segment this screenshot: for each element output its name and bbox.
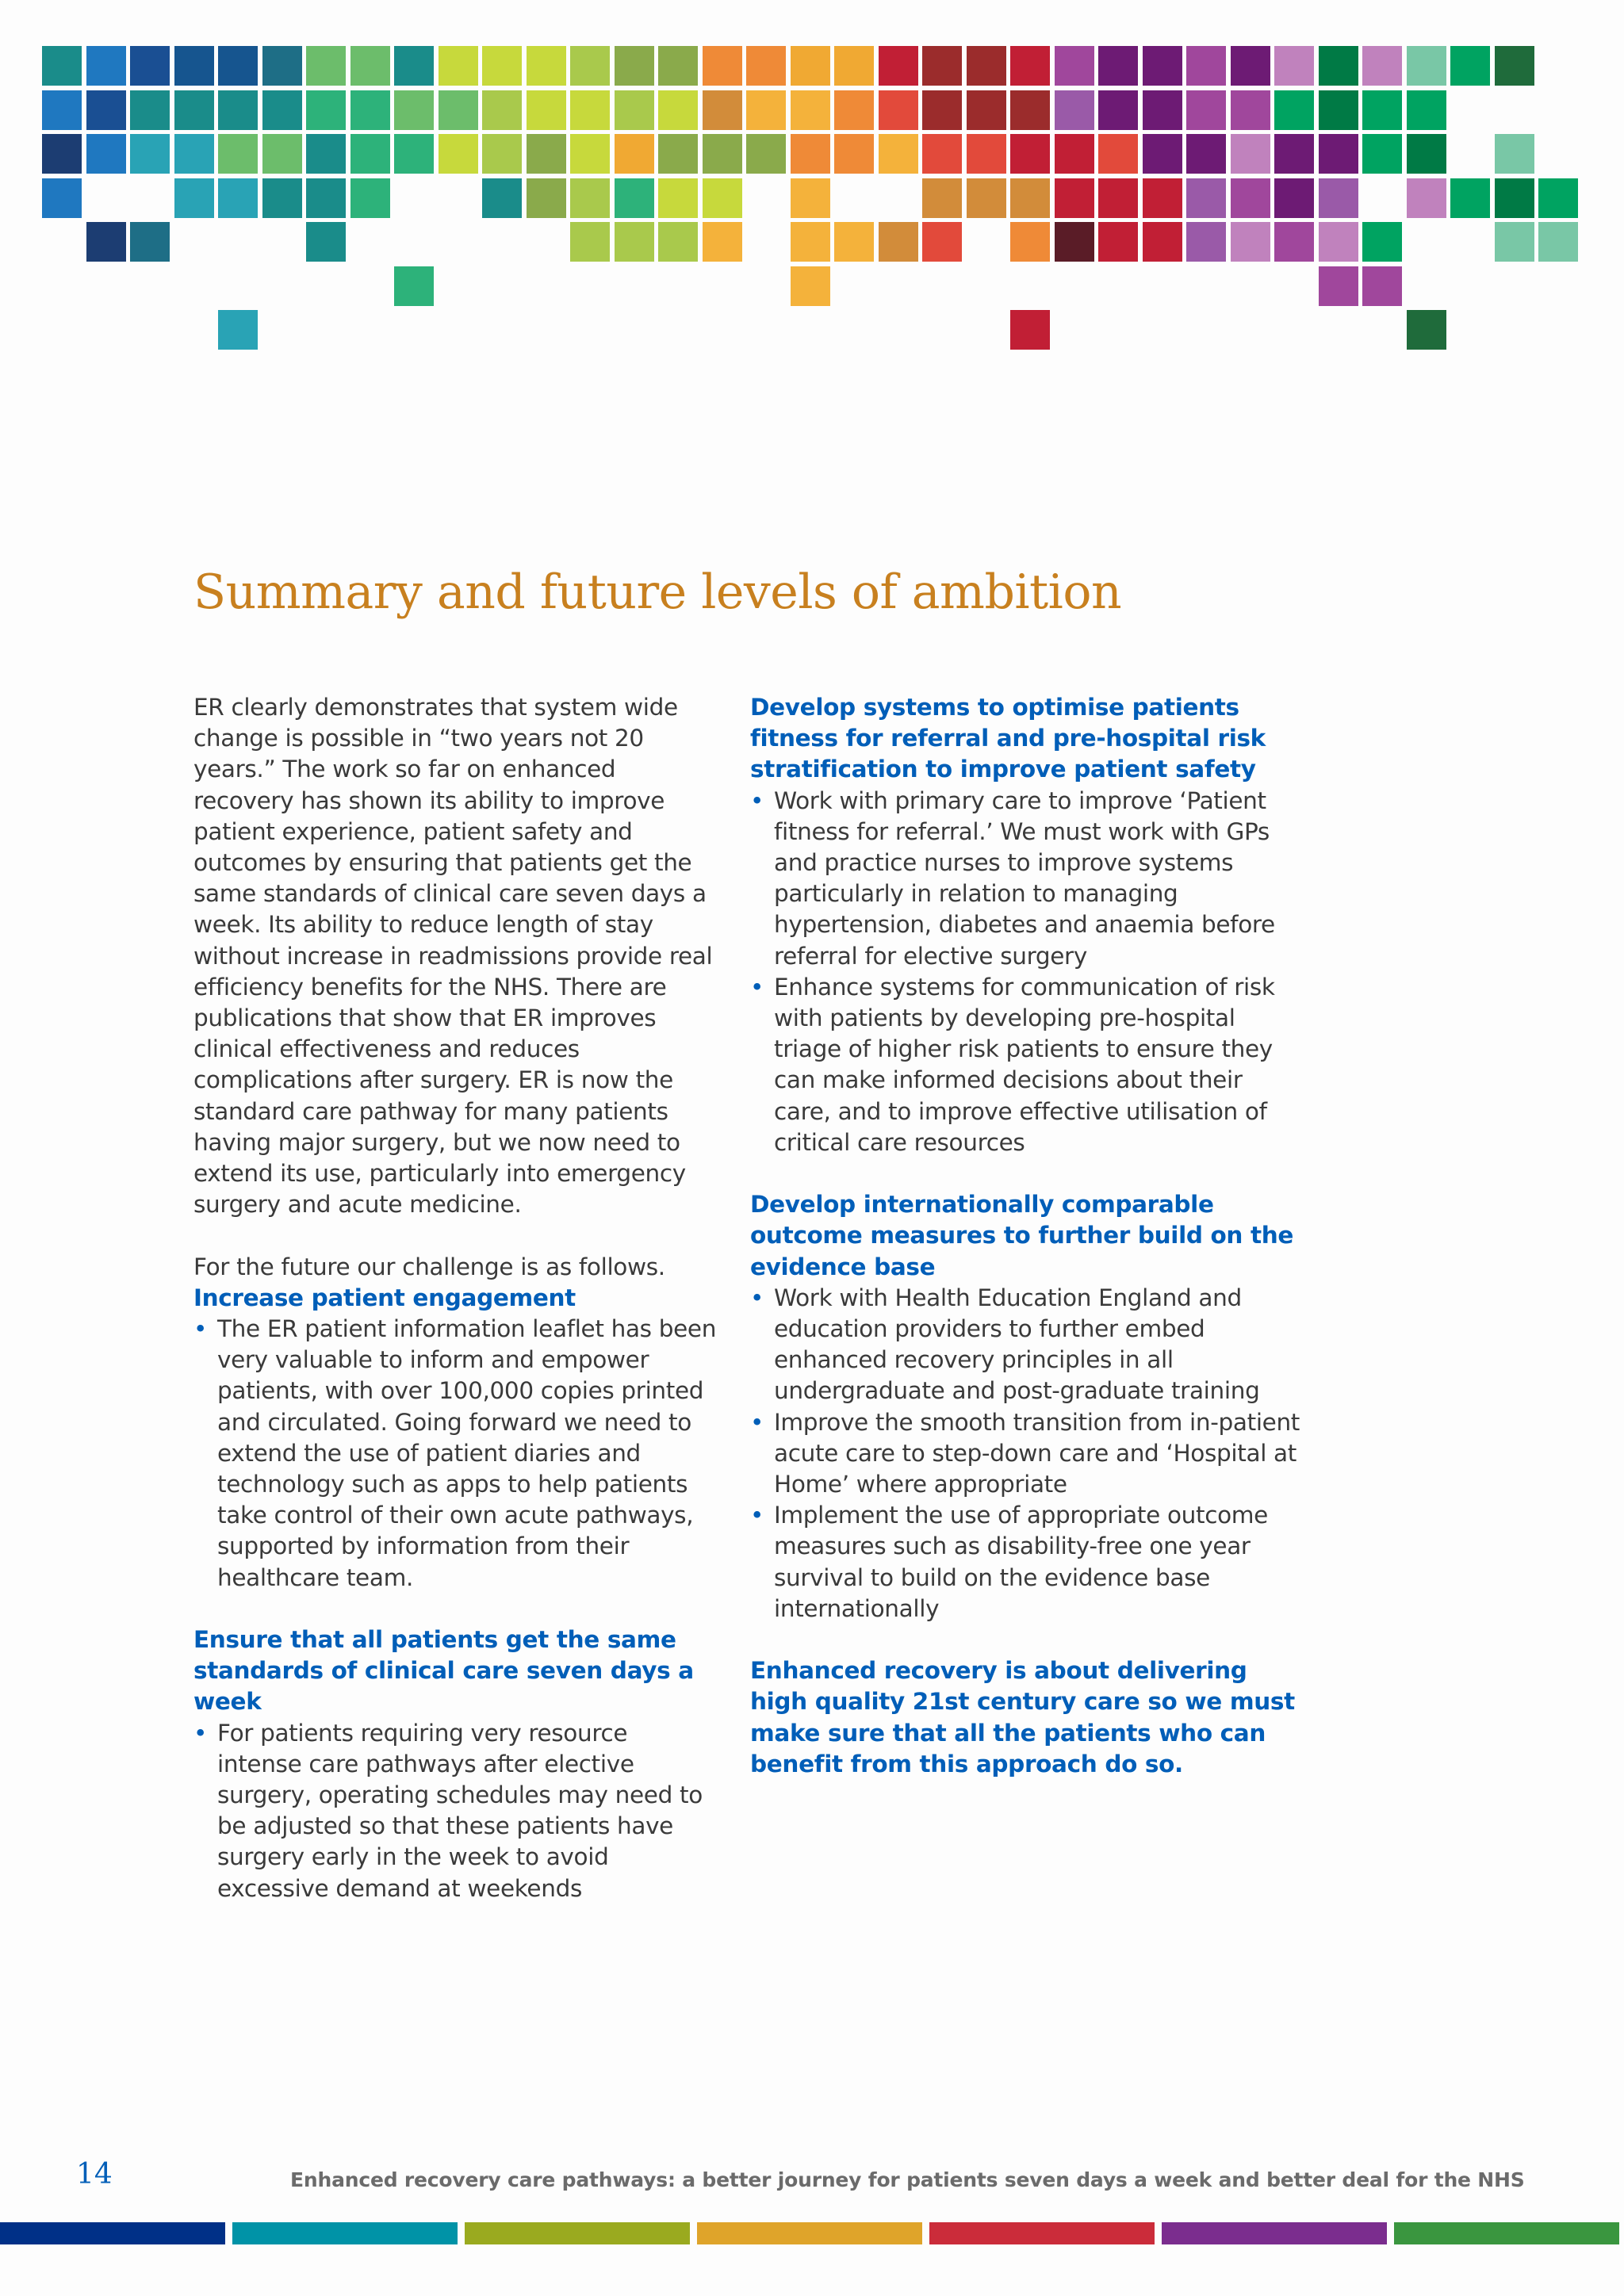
mosaic-tile	[967, 90, 1006, 130]
mosaic-tile	[570, 134, 610, 174]
mosaic-tile	[174, 178, 214, 218]
mosaic-tile	[262, 178, 302, 218]
mosaic-tile	[1231, 46, 1270, 86]
section-heading-patient-engagement: Increase patient engagement	[193, 1284, 576, 1311]
mosaic-tile	[658, 90, 698, 130]
mosaic-tile	[86, 222, 126, 262]
mosaic-tile	[967, 178, 1006, 218]
mosaic-tile	[350, 134, 390, 174]
mosaic-tile	[1274, 90, 1314, 130]
mosaic-tile	[703, 134, 742, 174]
bullet-item	[750, 1500, 1305, 1624]
mosaic-tile	[1274, 178, 1314, 218]
mosaic-tile	[1010, 222, 1050, 262]
challenge-line: For the future our challenge is as follows.	[193, 1253, 665, 1280]
mosaic-tile	[527, 90, 566, 130]
mosaic-tile	[262, 134, 302, 174]
mosaic-tile	[218, 310, 258, 350]
intro-paragraph: ER clearly demonstrates that system wide change is possible in “two years not 20 years.” The work so far on enhanced recovery has shown its ability to improve patient experience, patient safety and outcomes by ensuring that patients get the same standards of clinical care seven days a week. Its ability to reduce length of stay without increase in readmissions provide real efficiency benefits for the NHS. There are publications that show that ER improves clinical effectiveness and reduces complications after surgery. ER is now the standard care pathway for many patients having major surgery, but we now need to extend its use, particularly into emergency surgery and acute medicine.	[193, 694, 713, 1219]
mosaic-tile	[42, 46, 82, 86]
mosaic-tile	[306, 46, 346, 86]
mosaic-tile	[1231, 178, 1270, 218]
mosaic-tile	[1538, 222, 1578, 262]
mosaic-tile	[1098, 134, 1138, 174]
mosaic-tile	[834, 46, 874, 86]
mosaic-tile	[1098, 46, 1138, 86]
mosaic-tile	[1362, 90, 1402, 130]
mosaic-tile	[658, 222, 698, 262]
page-title: Summary and future levels of ambition	[193, 564, 1122, 620]
mosaic-tile	[1186, 90, 1226, 130]
mosaic-tile	[791, 46, 830, 86]
mosaic-tile	[791, 134, 830, 174]
mosaic-tile	[1495, 222, 1534, 262]
mosaic-tile	[306, 90, 346, 130]
mosaic-tile	[746, 46, 786, 86]
footer-bar-segment	[232, 2222, 458, 2244]
mosaic-tile	[1098, 178, 1138, 218]
mosaic-tile	[615, 222, 654, 262]
mosaic-tile	[746, 134, 786, 174]
mosaic-tile	[834, 222, 874, 262]
mosaic-tile	[791, 178, 830, 218]
footer-bar-segment	[697, 2222, 922, 2244]
section-heading-outcome-measures: Develop internationally comparable outcome measures to further build on the evidence base	[750, 1191, 1294, 1280]
mosaic-tile	[922, 134, 962, 174]
mosaic-tile	[615, 178, 654, 218]
mosaic-tile	[967, 46, 1006, 86]
footer-color-bar	[0, 2222, 1624, 2244]
mosaic-tile	[703, 46, 742, 86]
mosaic-tile	[439, 134, 478, 174]
mosaic-tile	[1098, 90, 1138, 130]
mosaic-tile	[1010, 310, 1050, 350]
mosaic-tile	[1319, 46, 1358, 86]
mosaic-tile	[1055, 134, 1094, 174]
mosaic-tile	[262, 46, 302, 86]
mosaic-tile	[218, 178, 258, 218]
mosaic-tile	[1407, 90, 1446, 130]
mosaic-tile	[1231, 134, 1270, 174]
mosaic-tile	[922, 46, 962, 86]
bullet-item	[750, 1283, 1305, 1407]
mosaic-tile	[86, 90, 126, 130]
bullet-item	[193, 1314, 717, 1594]
mosaic-tile	[262, 90, 302, 130]
mosaic-tile	[1274, 222, 1314, 262]
mosaic-tile	[1362, 46, 1402, 86]
mosaic-tile	[218, 46, 258, 86]
mosaic-tile	[1143, 222, 1182, 262]
mosaic-tile	[1407, 134, 1446, 174]
mosaic-tile	[42, 134, 82, 174]
mosaic-tile	[703, 222, 742, 262]
bullet-item	[750, 972, 1305, 1158]
mosaic-tile	[350, 178, 390, 218]
mosaic-tile	[1319, 90, 1358, 130]
left-column	[193, 692, 717, 1904]
mosaic-tile	[1186, 134, 1226, 174]
mosaic-tile	[1450, 178, 1490, 218]
bullet-text: Work with primary care to improve ‘Patient fitness for referral.’ We must work with GPs and practice nurses to improve systems particularly in relation to managing hypertension, diabetes and anaemia before referral for elective surgery	[774, 786, 1275, 970]
mosaic-tile	[922, 178, 962, 218]
mosaic-tile	[834, 134, 874, 174]
mosaic-tile	[922, 222, 962, 262]
mosaic-tile	[570, 46, 610, 86]
mosaic-tile	[174, 90, 214, 130]
mosaic-tile	[1362, 134, 1402, 174]
mosaic-tile	[218, 90, 258, 130]
mosaic-tile	[1274, 46, 1314, 86]
mosaic-tile	[879, 90, 918, 130]
bullet-text: Work with Health Education England and education providers to further embed enhanced recovery principles in all undergraduate and post-graduate training	[774, 1284, 1260, 1405]
mosaic-tile	[42, 90, 82, 130]
mosaic-tile	[1010, 90, 1050, 130]
mosaic-tile	[218, 134, 258, 174]
bullet-glyph: •	[193, 1315, 208, 1343]
mosaic-tile	[879, 222, 918, 262]
mosaic-tile	[1055, 46, 1094, 86]
mosaic-tile	[1010, 134, 1050, 174]
mosaic-tile	[482, 178, 522, 218]
mosaic-tile	[1538, 178, 1578, 218]
mosaic-tile	[791, 266, 830, 306]
bullet-item	[750, 1407, 1305, 1501]
mosaic-tile	[1186, 178, 1226, 218]
mosaic-tile	[658, 178, 698, 218]
mosaic-tile	[1143, 134, 1182, 174]
mosaic-tile	[658, 46, 698, 86]
bullet-text: Enhance systems for communication of risk with patients by developing pre-hospital triage of higher risk patients to ensure they can make informed decisions about their care, and to improve effective utilisation of critical care resources	[774, 973, 1275, 1156]
footer-title: Enhanced recovery care pathways: a better journey for patients seven days a week and better deal for the NHS	[290, 2168, 1525, 2191]
decorative-tile-mosaic	[0, 0, 1624, 365]
mosaic-tile	[394, 266, 434, 306]
mosaic-tile	[703, 90, 742, 130]
mosaic-tile	[570, 90, 610, 130]
mosaic-tile	[1231, 90, 1270, 130]
mosaic-tile	[703, 178, 742, 218]
mosaic-tile	[130, 90, 170, 130]
page-number: 14	[76, 2158, 113, 2191]
footer-bar-segment	[929, 2222, 1155, 2244]
right-column	[750, 692, 1305, 1780]
mosaic-tile	[1319, 222, 1358, 262]
bullet-text: The ER patient information leaflet has been very valuable to inform and empower patients, with over 100,000 copies printed and circulated. Going forward we need to extend the use of patient diaries and technology such as apps to help patients take control of their own acute pathways, supported by information from their healthcare team.	[217, 1315, 717, 1591]
mosaic-tile	[570, 222, 610, 262]
mosaic-tile	[306, 222, 346, 262]
mosaic-tile	[1319, 178, 1358, 218]
mosaic-tile	[1055, 222, 1094, 262]
mosaic-tile	[615, 134, 654, 174]
mosaic-tile	[615, 90, 654, 130]
mosaic-tile	[1055, 178, 1094, 218]
mosaic-tile	[1495, 46, 1534, 86]
bullet-text: Implement the use of appropriate outcome measures such as disability-free one year survival to build on the evidence base internationally	[774, 1502, 1268, 1622]
mosaic-tile	[1407, 178, 1446, 218]
mosaic-tile	[527, 134, 566, 174]
mosaic-tile	[306, 134, 346, 174]
mosaic-tile	[1362, 222, 1402, 262]
mosaic-tile	[1362, 266, 1402, 306]
mosaic-tile	[1450, 46, 1490, 86]
bullet-glyph: •	[750, 1408, 764, 1436]
mosaic-tile	[791, 90, 830, 130]
mosaic-tile	[174, 46, 214, 86]
mosaic-tile	[86, 46, 126, 86]
mosaic-tile	[746, 90, 786, 130]
mosaic-tile	[879, 134, 918, 174]
mosaic-tile	[394, 134, 434, 174]
bullet-glyph: •	[750, 786, 764, 814]
mosaic-tile	[306, 178, 346, 218]
mosaic-tile	[1495, 178, 1534, 218]
mosaic-tile	[527, 178, 566, 218]
footer-bar-segment	[1394, 2222, 1619, 2244]
mosaic-tile	[658, 134, 698, 174]
bullet-text: Improve the smooth transition from in-patient acute care to step-down care and ‘Hospital at Home’ where appropriate	[774, 1408, 1300, 1498]
mosaic-tile	[791, 222, 830, 262]
mosaic-tile	[439, 46, 478, 86]
mosaic-tile	[1143, 90, 1182, 130]
closing-statement: Enhanced recovery is about delivering high quality 21st century care so we must make sure that all the patients who can benefit from this approach do so.	[750, 1657, 1295, 1777]
mosaic-tile	[1495, 134, 1534, 174]
bullet-text: For patients requiring very resource intense care pathways after elective surgery, operating schedules may need to be adjusted so that these patients have surgery early in the week to avoid excessive demand at weekends	[217, 1719, 703, 1902]
mosaic-tile	[967, 134, 1006, 174]
section-heading-risk-stratification: Develop systems to optimise patients fitness for referral and pre-hospital risk stratification to improve patient safety	[750, 694, 1266, 783]
mosaic-tile	[1407, 46, 1446, 86]
mosaic-tile	[1186, 46, 1226, 86]
section-heading-seven-day-care: Ensure that all patients get the same standards of clinical care seven days a week	[193, 1626, 694, 1716]
bullet-glyph: •	[750, 973, 764, 1001]
bullet-glyph: •	[750, 1502, 764, 1529]
mosaic-tile	[1274, 134, 1314, 174]
bullet-item	[750, 786, 1305, 972]
mosaic-tile	[1143, 178, 1182, 218]
mosaic-tile	[1010, 46, 1050, 86]
mosaic-tile	[350, 90, 390, 130]
mosaic-tile	[482, 90, 522, 130]
mosaic-tile	[879, 46, 918, 86]
bullet-glyph: •	[193, 1719, 208, 1747]
mosaic-tile	[350, 46, 390, 86]
mosaic-tile	[174, 134, 214, 174]
mosaic-tile	[1231, 222, 1270, 262]
mosaic-tile	[1186, 222, 1226, 262]
mosaic-tile	[615, 46, 654, 86]
footer-bar-segment	[0, 2222, 225, 2244]
mosaic-tile	[570, 178, 610, 218]
mosaic-tile	[834, 90, 874, 130]
mosaic-tile	[1010, 178, 1050, 218]
mosaic-tile	[42, 178, 82, 218]
mosaic-tile	[482, 46, 522, 86]
mosaic-tile	[1055, 90, 1094, 130]
footer-bar-segment	[465, 2222, 690, 2244]
mosaic-tile	[482, 134, 522, 174]
mosaic-tile	[130, 222, 170, 262]
mosaic-tile	[86, 134, 126, 174]
mosaic-tile	[1143, 46, 1182, 86]
bullet-glyph: •	[750, 1284, 764, 1311]
mosaic-tile	[1407, 310, 1446, 350]
mosaic-tile	[439, 90, 478, 130]
mosaic-tile	[130, 134, 170, 174]
mosaic-tile	[1319, 134, 1358, 174]
mosaic-tile	[394, 46, 434, 86]
mosaic-tile	[1098, 222, 1138, 262]
mosaic-tile	[394, 90, 434, 130]
mosaic-tile	[130, 46, 170, 86]
footer-bar-segment	[1162, 2222, 1387, 2244]
bullet-item	[193, 1718, 717, 1904]
mosaic-tile	[527, 46, 566, 86]
mosaic-tile	[1319, 266, 1358, 306]
mosaic-tile	[922, 90, 962, 130]
